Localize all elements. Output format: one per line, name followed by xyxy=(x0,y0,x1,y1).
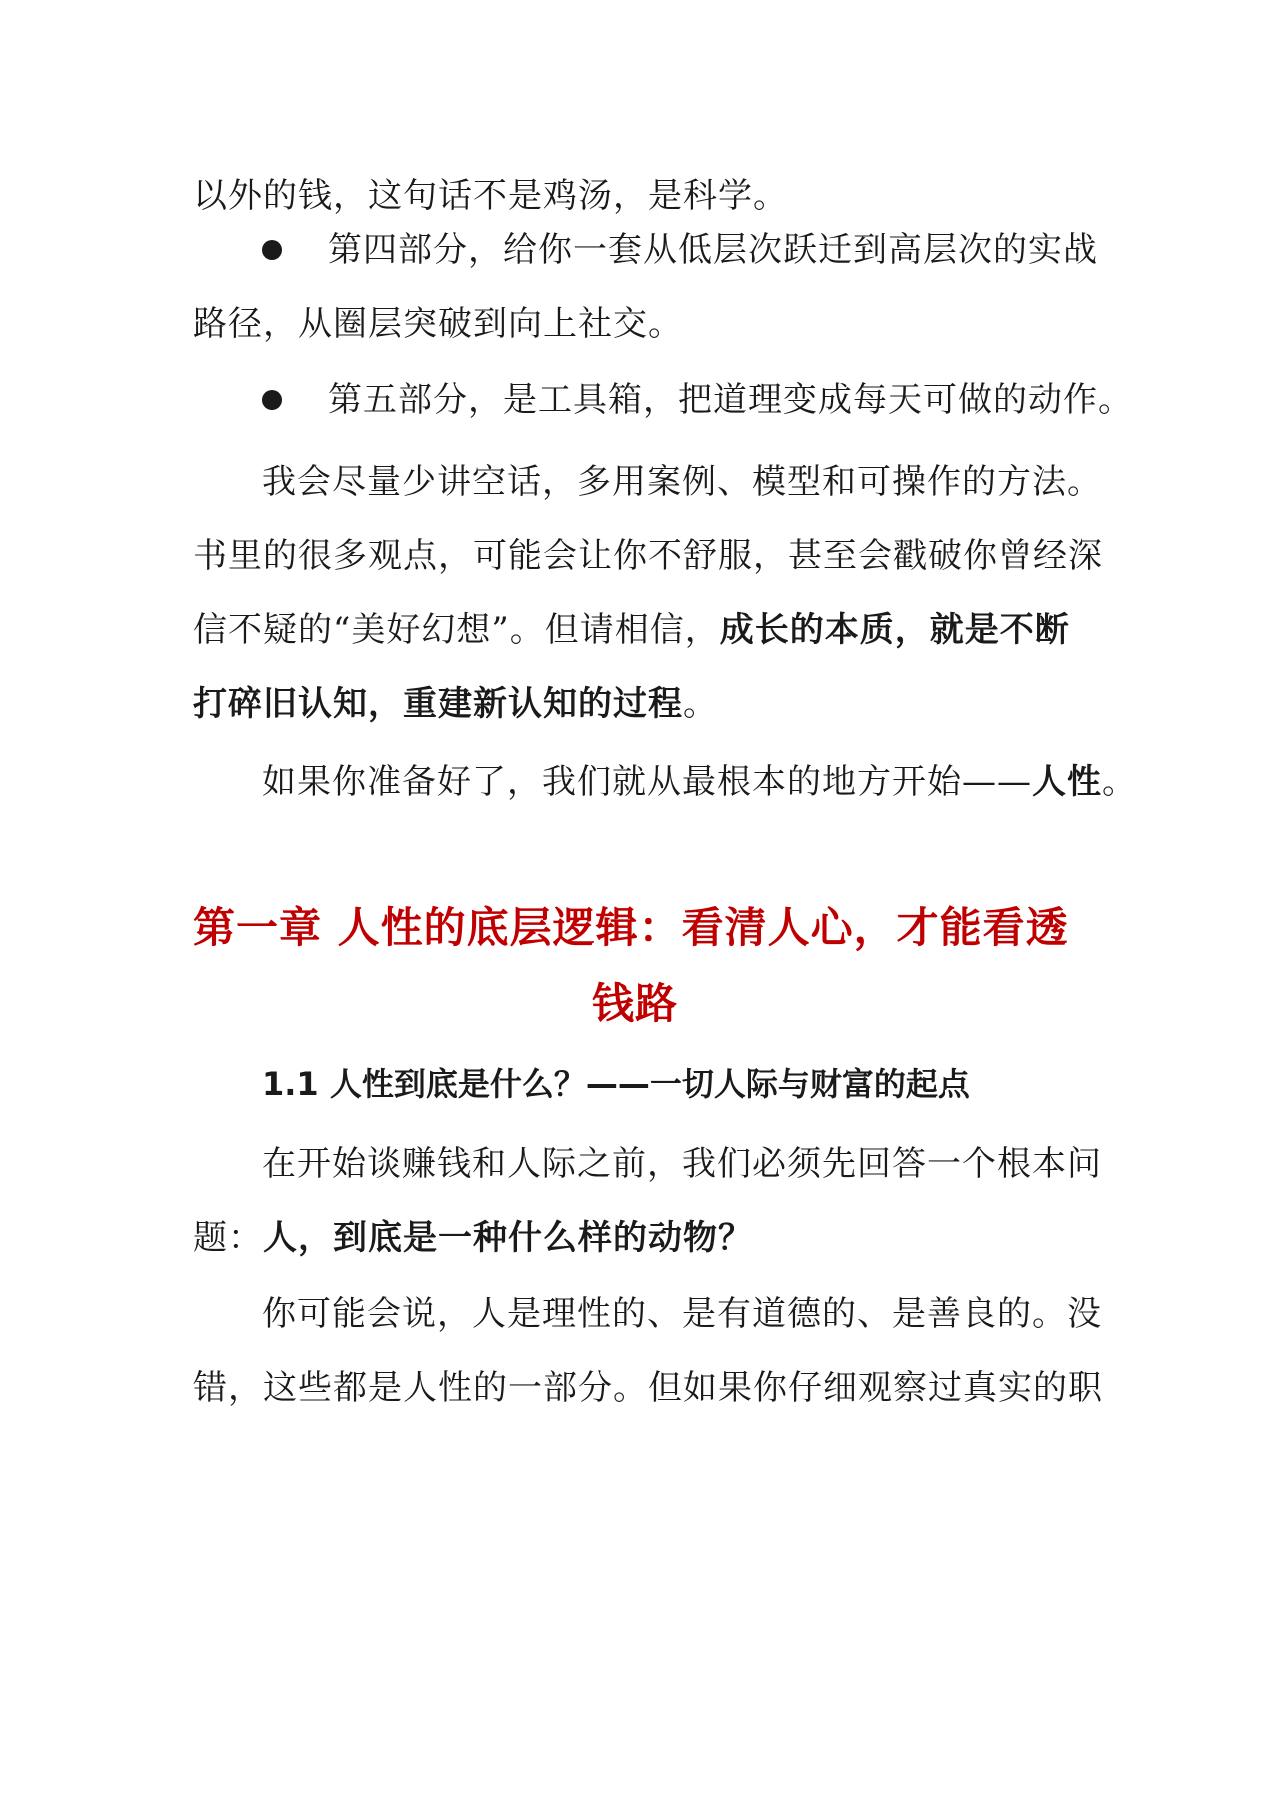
chapter-title-line-2: 钱路 xyxy=(592,979,679,1028)
bullet-item-part-five: 第五部分，是工具箱，把道理变成每天可做的动作。 xyxy=(328,380,1133,420)
bold-text: 人，到底是一种什么样的动物？ xyxy=(263,1218,753,1258)
plain-text: 。 xyxy=(683,684,718,724)
paragraph-line: 我会尽量少讲空话，多用案例、模型和可操作的方法。 xyxy=(262,462,1102,502)
paragraph-line xyxy=(262,758,1137,806)
bold-text: 成长的本质，就是不断 xyxy=(719,610,1070,650)
paragraph-line xyxy=(193,606,1070,654)
plain-text: 如果你准备好了，我们就从最根本的地方开始—— xyxy=(262,762,1032,802)
paragraph-line: 在开始谈赚钱和人际之前，我们必须先回答一个根本问 xyxy=(262,1144,1102,1184)
bold-text: 打碎旧认知，重建新认知的过程 xyxy=(193,684,683,724)
paragraph-line: 以外的钱，这句话不是鸡汤，是科学。 xyxy=(193,176,788,216)
paragraph-line: 书里的很多观点，可能会让你不舒服，甚至会戳破你曾经深 xyxy=(193,536,1103,576)
paragraph-line: 路径，从圈层突破到向上社交。 xyxy=(193,304,683,344)
paragraph-line: 你可能会说，人是理性的、是有道德的、是善良的。没 xyxy=(262,1294,1102,1334)
plain-text: 信不疑的“美好幻想”。但请相信， xyxy=(193,610,720,650)
plain-text: 。 xyxy=(1102,762,1137,802)
paragraph-line xyxy=(193,680,718,728)
paragraph-line: 错，这些都是人性的一部分。但如果你仔细观察过真实的职 xyxy=(193,1368,1103,1408)
bullet-item-part-four: 第四部分，给你一套从低层次跃迁到高层次的实战 xyxy=(328,230,1098,270)
bullet-icon xyxy=(262,390,282,410)
bold-text: 人性 xyxy=(1032,762,1102,802)
bullet-icon xyxy=(262,240,282,260)
section-heading: 1.1 人性到底是什么？——一切人际与财富的起点 xyxy=(262,1065,970,1103)
chapter-title-line-1: 第一章 人性的底层逻辑：看清人心，才能看透 xyxy=(193,903,1069,952)
paragraph-line xyxy=(193,1214,753,1262)
plain-text: 题： xyxy=(193,1218,263,1258)
